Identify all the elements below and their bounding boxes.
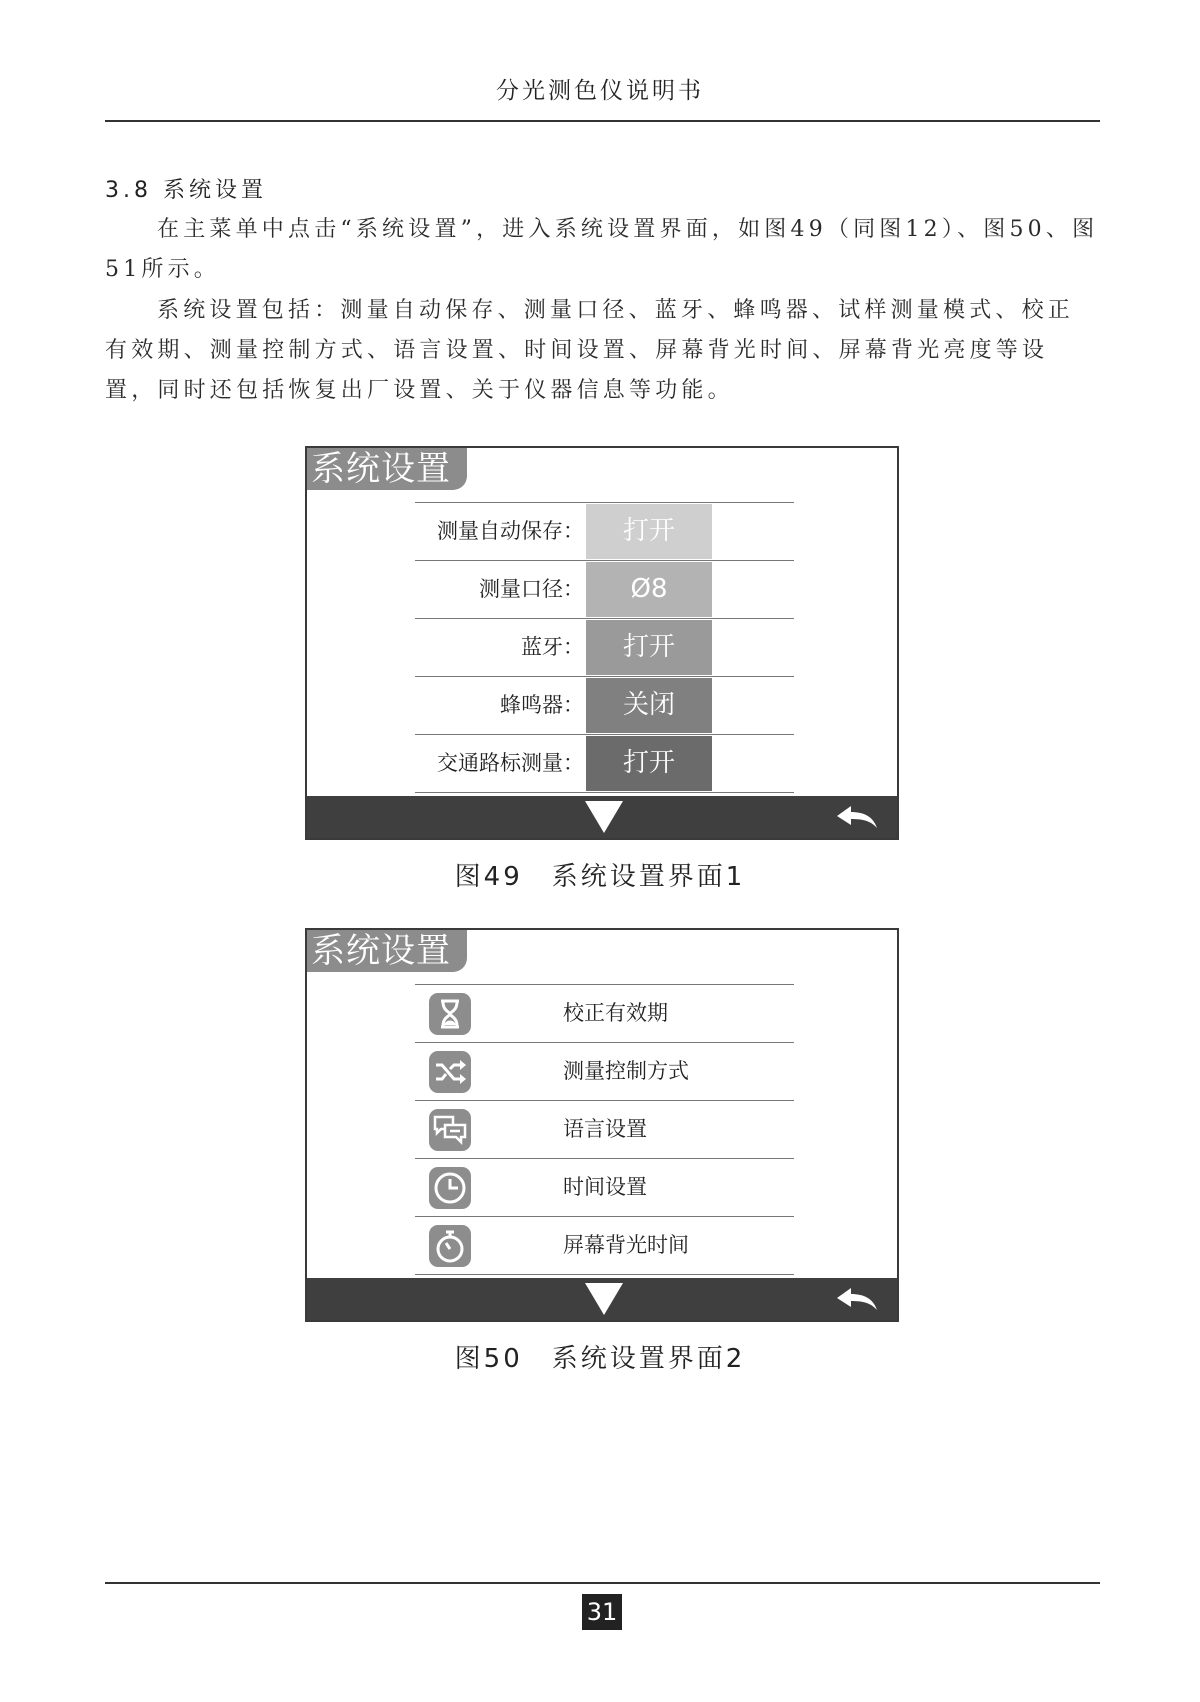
clock-icon [429, 1167, 471, 1209]
footer-rule [105, 1582, 1100, 1584]
screen-title: 系统设置 [307, 930, 467, 972]
screen-title: 系统设置 [307, 448, 467, 490]
intro-paragraph: 在主菜单中点击“系统设置”，进入系统设置界面，如图49（同图12）、图50、图51所示。 [105, 217, 1099, 282]
setting-value-button[interactable]: 打开 [586, 736, 712, 791]
system-settings-screen-2 [305, 928, 899, 1322]
settings-list [415, 502, 794, 793]
menu-item-label: 测量控制方式 [563, 1059, 689, 1083]
menu-item-time[interactable] [415, 1159, 794, 1217]
down-triangle-icon[interactable] [585, 1283, 623, 1315]
menu-item-label: 校正有效期 [563, 1001, 668, 1025]
setting-label: 蜂鸣器： [500, 693, 584, 717]
bottom-nav-bar [307, 796, 897, 838]
setting-value-button[interactable]: 打开 [586, 504, 712, 559]
menu-item-language[interactable] [415, 1101, 794, 1159]
bottom-nav-bar [307, 1278, 897, 1320]
setting-row-road-sign [415, 735, 794, 793]
setting-value-button[interactable]: Ø8 [586, 562, 712, 617]
figure-49-caption: 图49 系统设置界面1 [454, 862, 746, 892]
back-arrow-icon[interactable] [835, 1286, 879, 1312]
setting-value-button[interactable]: 关闭 [586, 678, 712, 733]
setting-label: 测量自动保存： [437, 519, 584, 543]
figure-50-caption: 图50 系统设置界面2 [454, 1344, 746, 1374]
setting-value-button[interactable]: 打开 [586, 620, 712, 675]
menu-item-calibration-validity[interactable] [415, 985, 794, 1043]
menu-item-measure-control[interactable] [415, 1043, 794, 1101]
menu-item-backlight-time[interactable] [415, 1217, 794, 1275]
hourglass-icon [429, 993, 471, 1035]
setting-label: 蓝牙： [521, 635, 584, 659]
down-triangle-icon[interactable] [585, 801, 623, 833]
settings-menu-list [415, 984, 794, 1275]
back-arrow-icon[interactable] [835, 804, 879, 830]
setting-row-bluetooth [415, 619, 794, 677]
shuffle-icon [429, 1051, 471, 1093]
running-header: 分光测色仪说明书 [496, 78, 704, 104]
setting-row-buzzer [415, 677, 794, 735]
page-number: 31 [582, 1594, 622, 1630]
menu-item-label: 语言设置 [563, 1117, 647, 1141]
settings-paragraph: 系统设置包括：测量自动保存、测量口径、蓝牙、蜂鸣器、试样测量模式、校正有效期、测量控制方式、语言设置、时间设置、屏幕背光时间、屏幕背光亮度等设置，同时还包括恢复出厂设置、关于仪器信息等功能。 [105, 298, 1075, 403]
section-title: 3.8 系统设置 [105, 178, 267, 203]
setting-label: 测量口径： [479, 577, 584, 601]
header-rule [105, 120, 1100, 122]
setting-row-auto-save [415, 503, 794, 561]
chat-bubbles-icon [429, 1109, 471, 1151]
system-settings-screen-1 [305, 446, 899, 840]
stopwatch-icon [429, 1225, 471, 1267]
menu-item-label: 时间设置 [563, 1175, 647, 1199]
menu-item-label: 屏幕背光时间 [563, 1233, 689, 1257]
setting-label: 交通路标测量： [437, 751, 584, 775]
setting-row-aperture [415, 561, 794, 619]
